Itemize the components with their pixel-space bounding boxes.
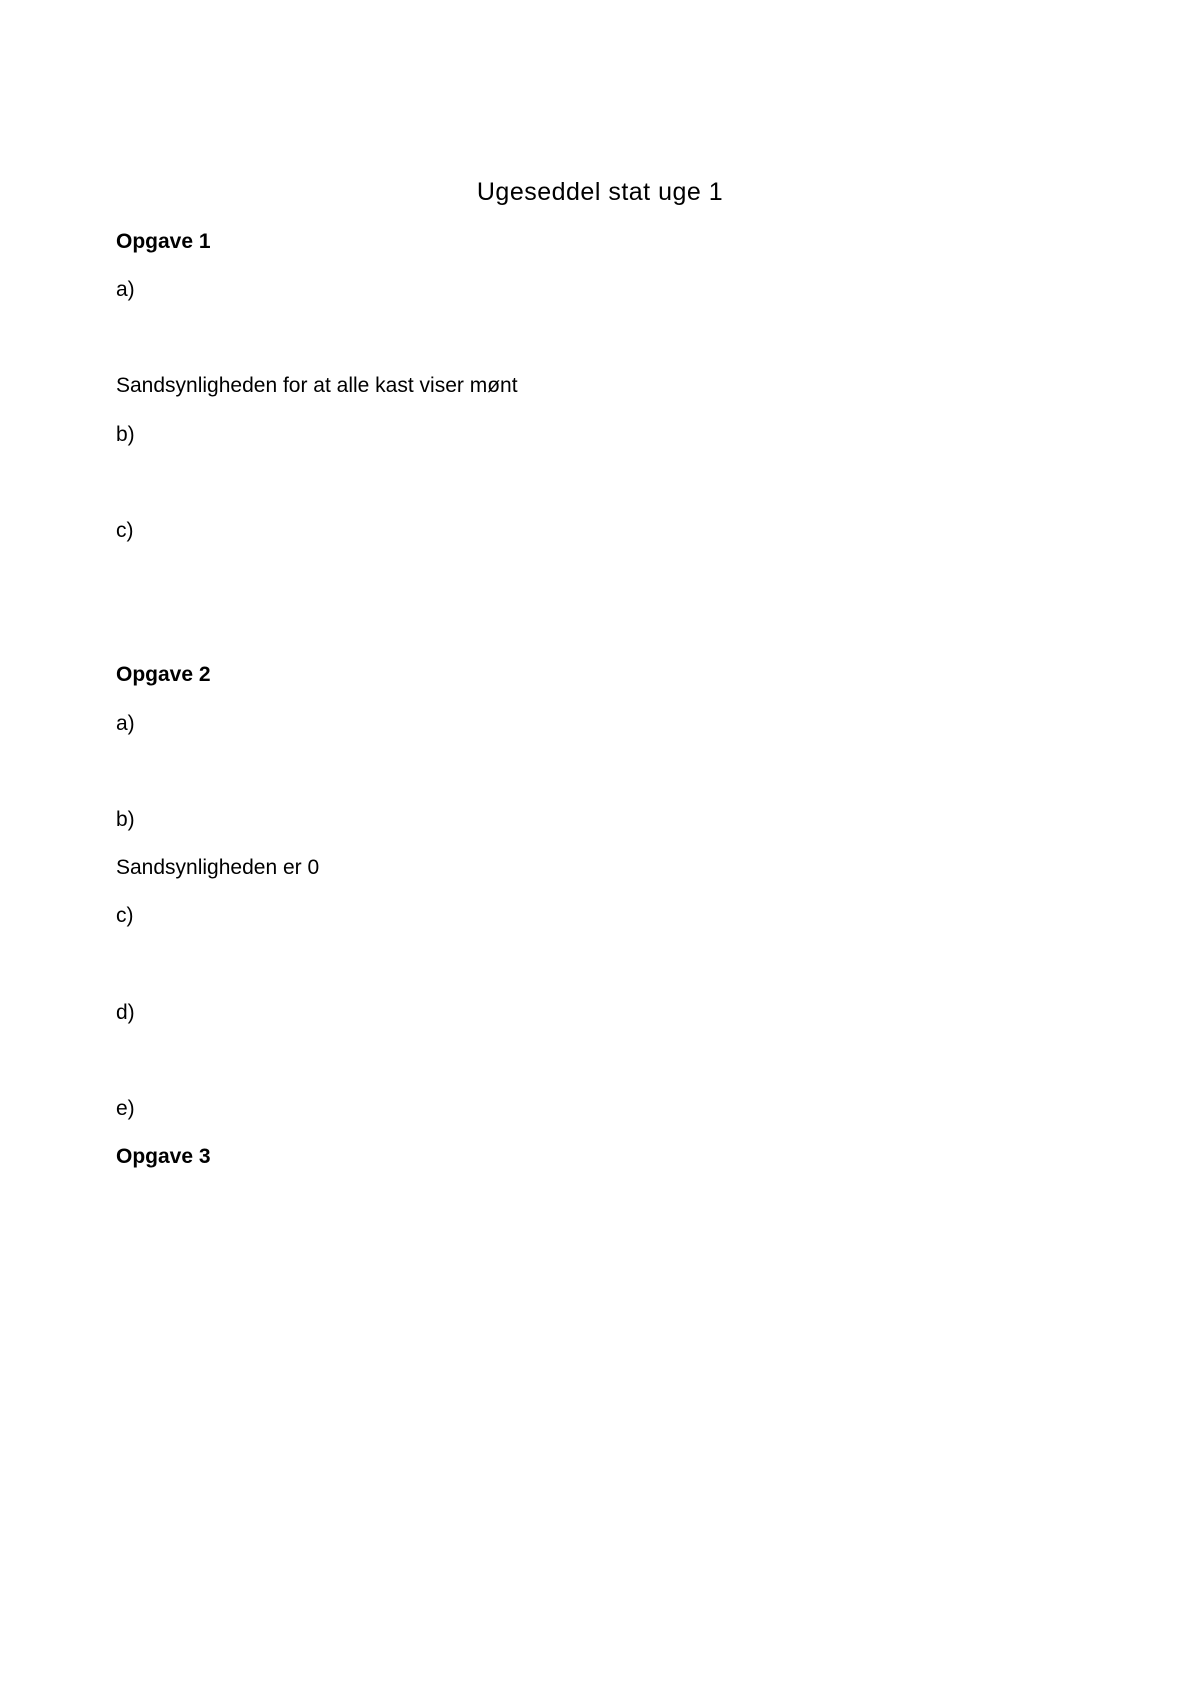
section-heading-opgave-2: Opgave 2: [116, 663, 211, 686]
answer-text-2b: Sandsynligheden er 0: [116, 856, 320, 879]
item-label-2a: a): [116, 712, 135, 735]
item-label-2b: b): [116, 808, 135, 831]
section-heading-opgave-3: Opgave 3: [116, 1145, 211, 1168]
answer-text-1a: Sandsynligheden for at alle kast viser mønt: [116, 374, 518, 397]
item-label-2c: c): [116, 904, 134, 927]
item-label-1c: c): [116, 519, 134, 542]
item-label-1a: a): [116, 278, 135, 301]
item-label-1b: b): [116, 423, 135, 446]
item-label-2d: d): [116, 1001, 135, 1024]
section-heading-opgave-1: Opgave 1: [116, 230, 211, 253]
document-title: Ugeseddel stat uge 1: [476, 178, 724, 206]
item-label-2e: e): [116, 1097, 135, 1120]
